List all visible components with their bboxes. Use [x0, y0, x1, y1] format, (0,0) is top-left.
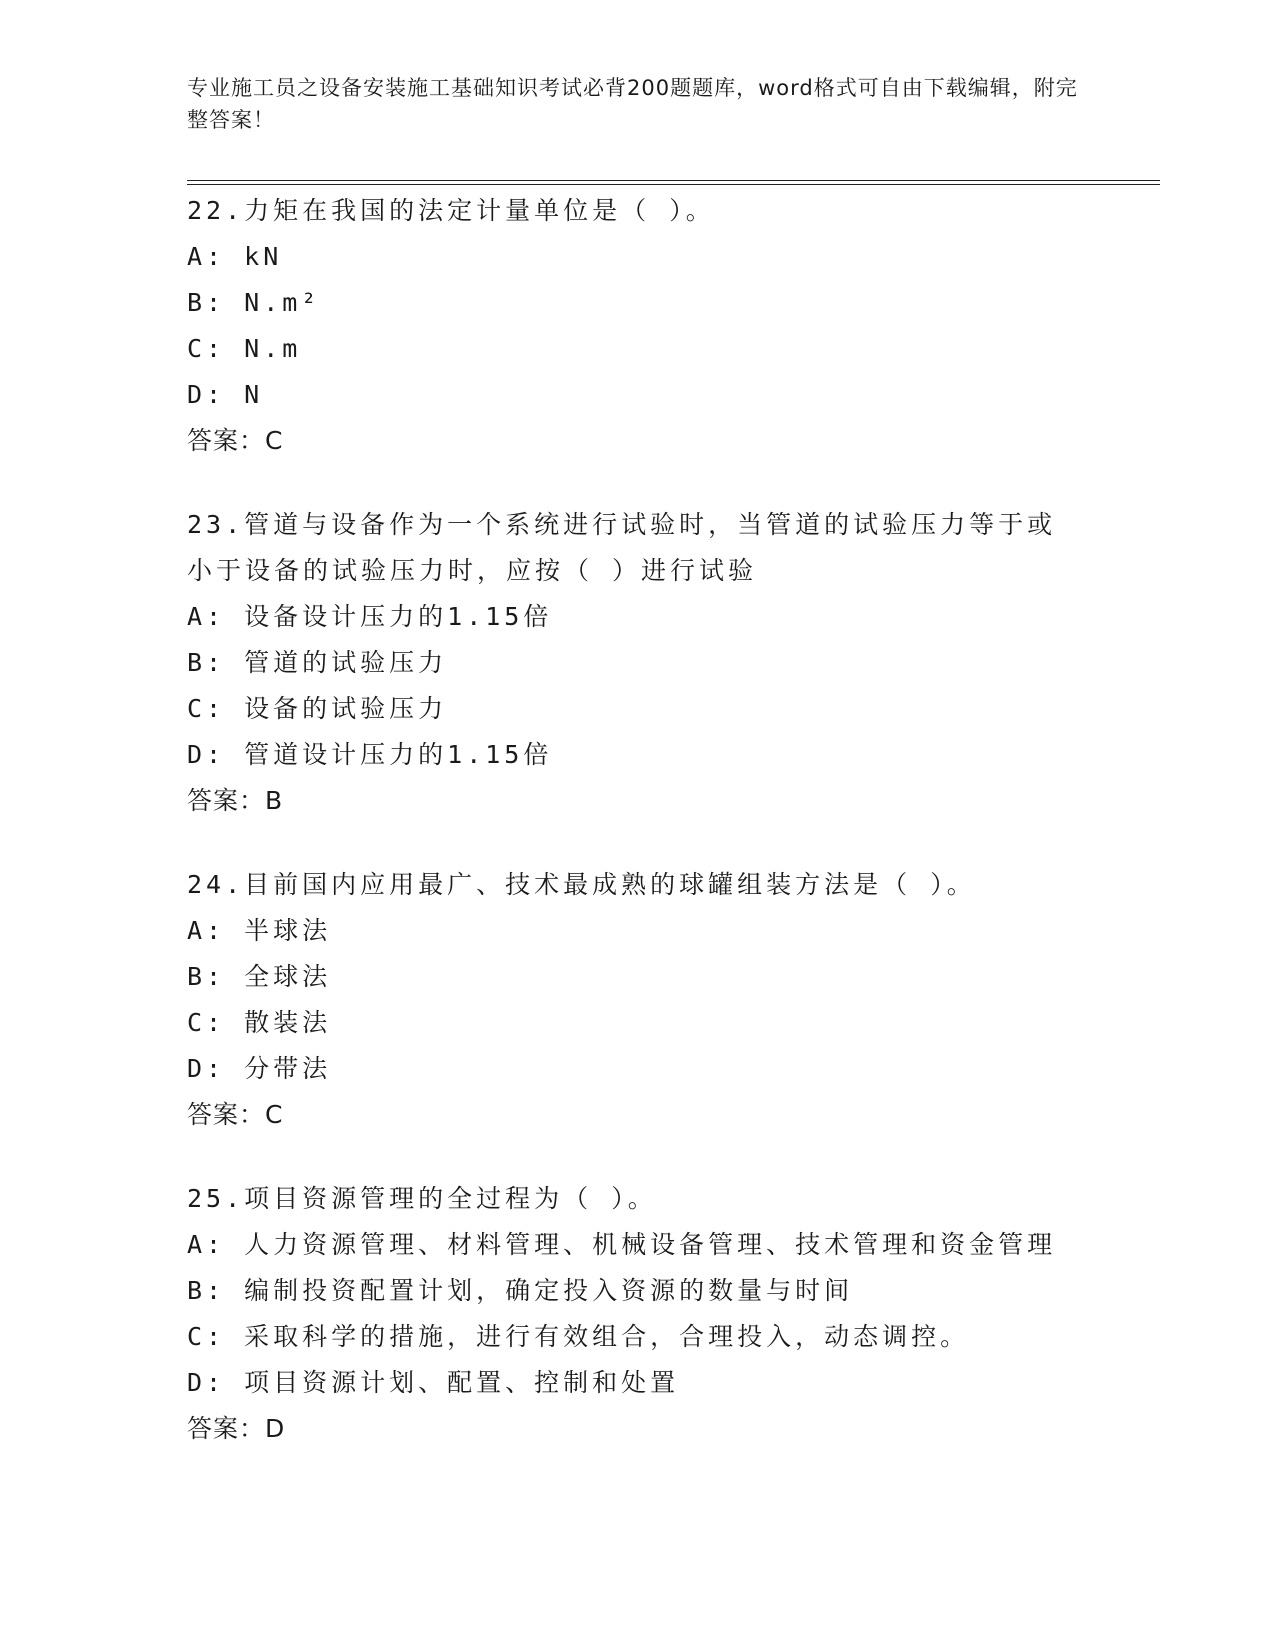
option-c: C: 设备的试验压力: [187, 694, 448, 723]
option-b: B: 全球法: [187, 962, 332, 991]
question-25: [187, 1176, 1087, 1452]
question-stem: 23.管道与设备作为一个系统进行试验时，当管道的试验压力等于或小于设备的试验压力时，应按（ ）进行试验: [187, 510, 1057, 585]
question-stem: 25.项目资源管理的全过程为（ ）。: [187, 1184, 657, 1213]
header-divider-top: [187, 180, 1160, 181]
question-23: [187, 502, 1087, 824]
option-c: C: N.m: [187, 334, 302, 363]
header-divider-bottom: [187, 184, 1160, 185]
option-b: B: 编制投资配置计划，确定投入资源的数量与时间: [187, 1276, 854, 1305]
option-c: C: 采取科学的措施，进行有效组合，合理投入，动态调控。: [187, 1322, 970, 1351]
question-22: [187, 188, 1087, 464]
option-a: A: 半球法: [187, 916, 332, 945]
answer-label: 答案：C: [187, 1100, 284, 1129]
answer-label: 答案：D: [187, 1414, 286, 1443]
option-d: D: 分带法: [187, 1054, 332, 1083]
question-list: [187, 188, 1087, 1490]
option-c: C: 散装法: [187, 1008, 332, 1037]
option-b: B: 管道的试验压力: [187, 648, 448, 677]
option-a: A: 设备设计压力的1.15倍: [187, 602, 553, 631]
option-d: D: 管道设计压力的1.15倍: [187, 740, 553, 769]
question-stem: 22.力矩在我国的法定计量单位是（ ）。: [187, 196, 715, 225]
answer-label: 答案：B: [187, 786, 284, 815]
option-a: A: kN: [187, 242, 283, 271]
option-b: B: N.m²: [187, 288, 321, 317]
option-d: D: 项目资源计划、配置、控制和处置: [187, 1368, 680, 1397]
option-d: D: N: [187, 380, 264, 409]
answer-label: 答案：C: [187, 426, 284, 455]
question-stem: 24.目前国内应用最广、技术最成熟的球罐组装方法是（ ）。: [187, 870, 976, 899]
document-header: 专业施工员之设备安装施工基础知识考试必背200题题库，word格式可自由下载编辑，附完整答案！: [187, 76, 1078, 132]
question-24: [187, 862, 1087, 1138]
option-a: A: 人力资源管理、材料管理、机械设备管理、技术管理和资金管理: [187, 1230, 1057, 1259]
